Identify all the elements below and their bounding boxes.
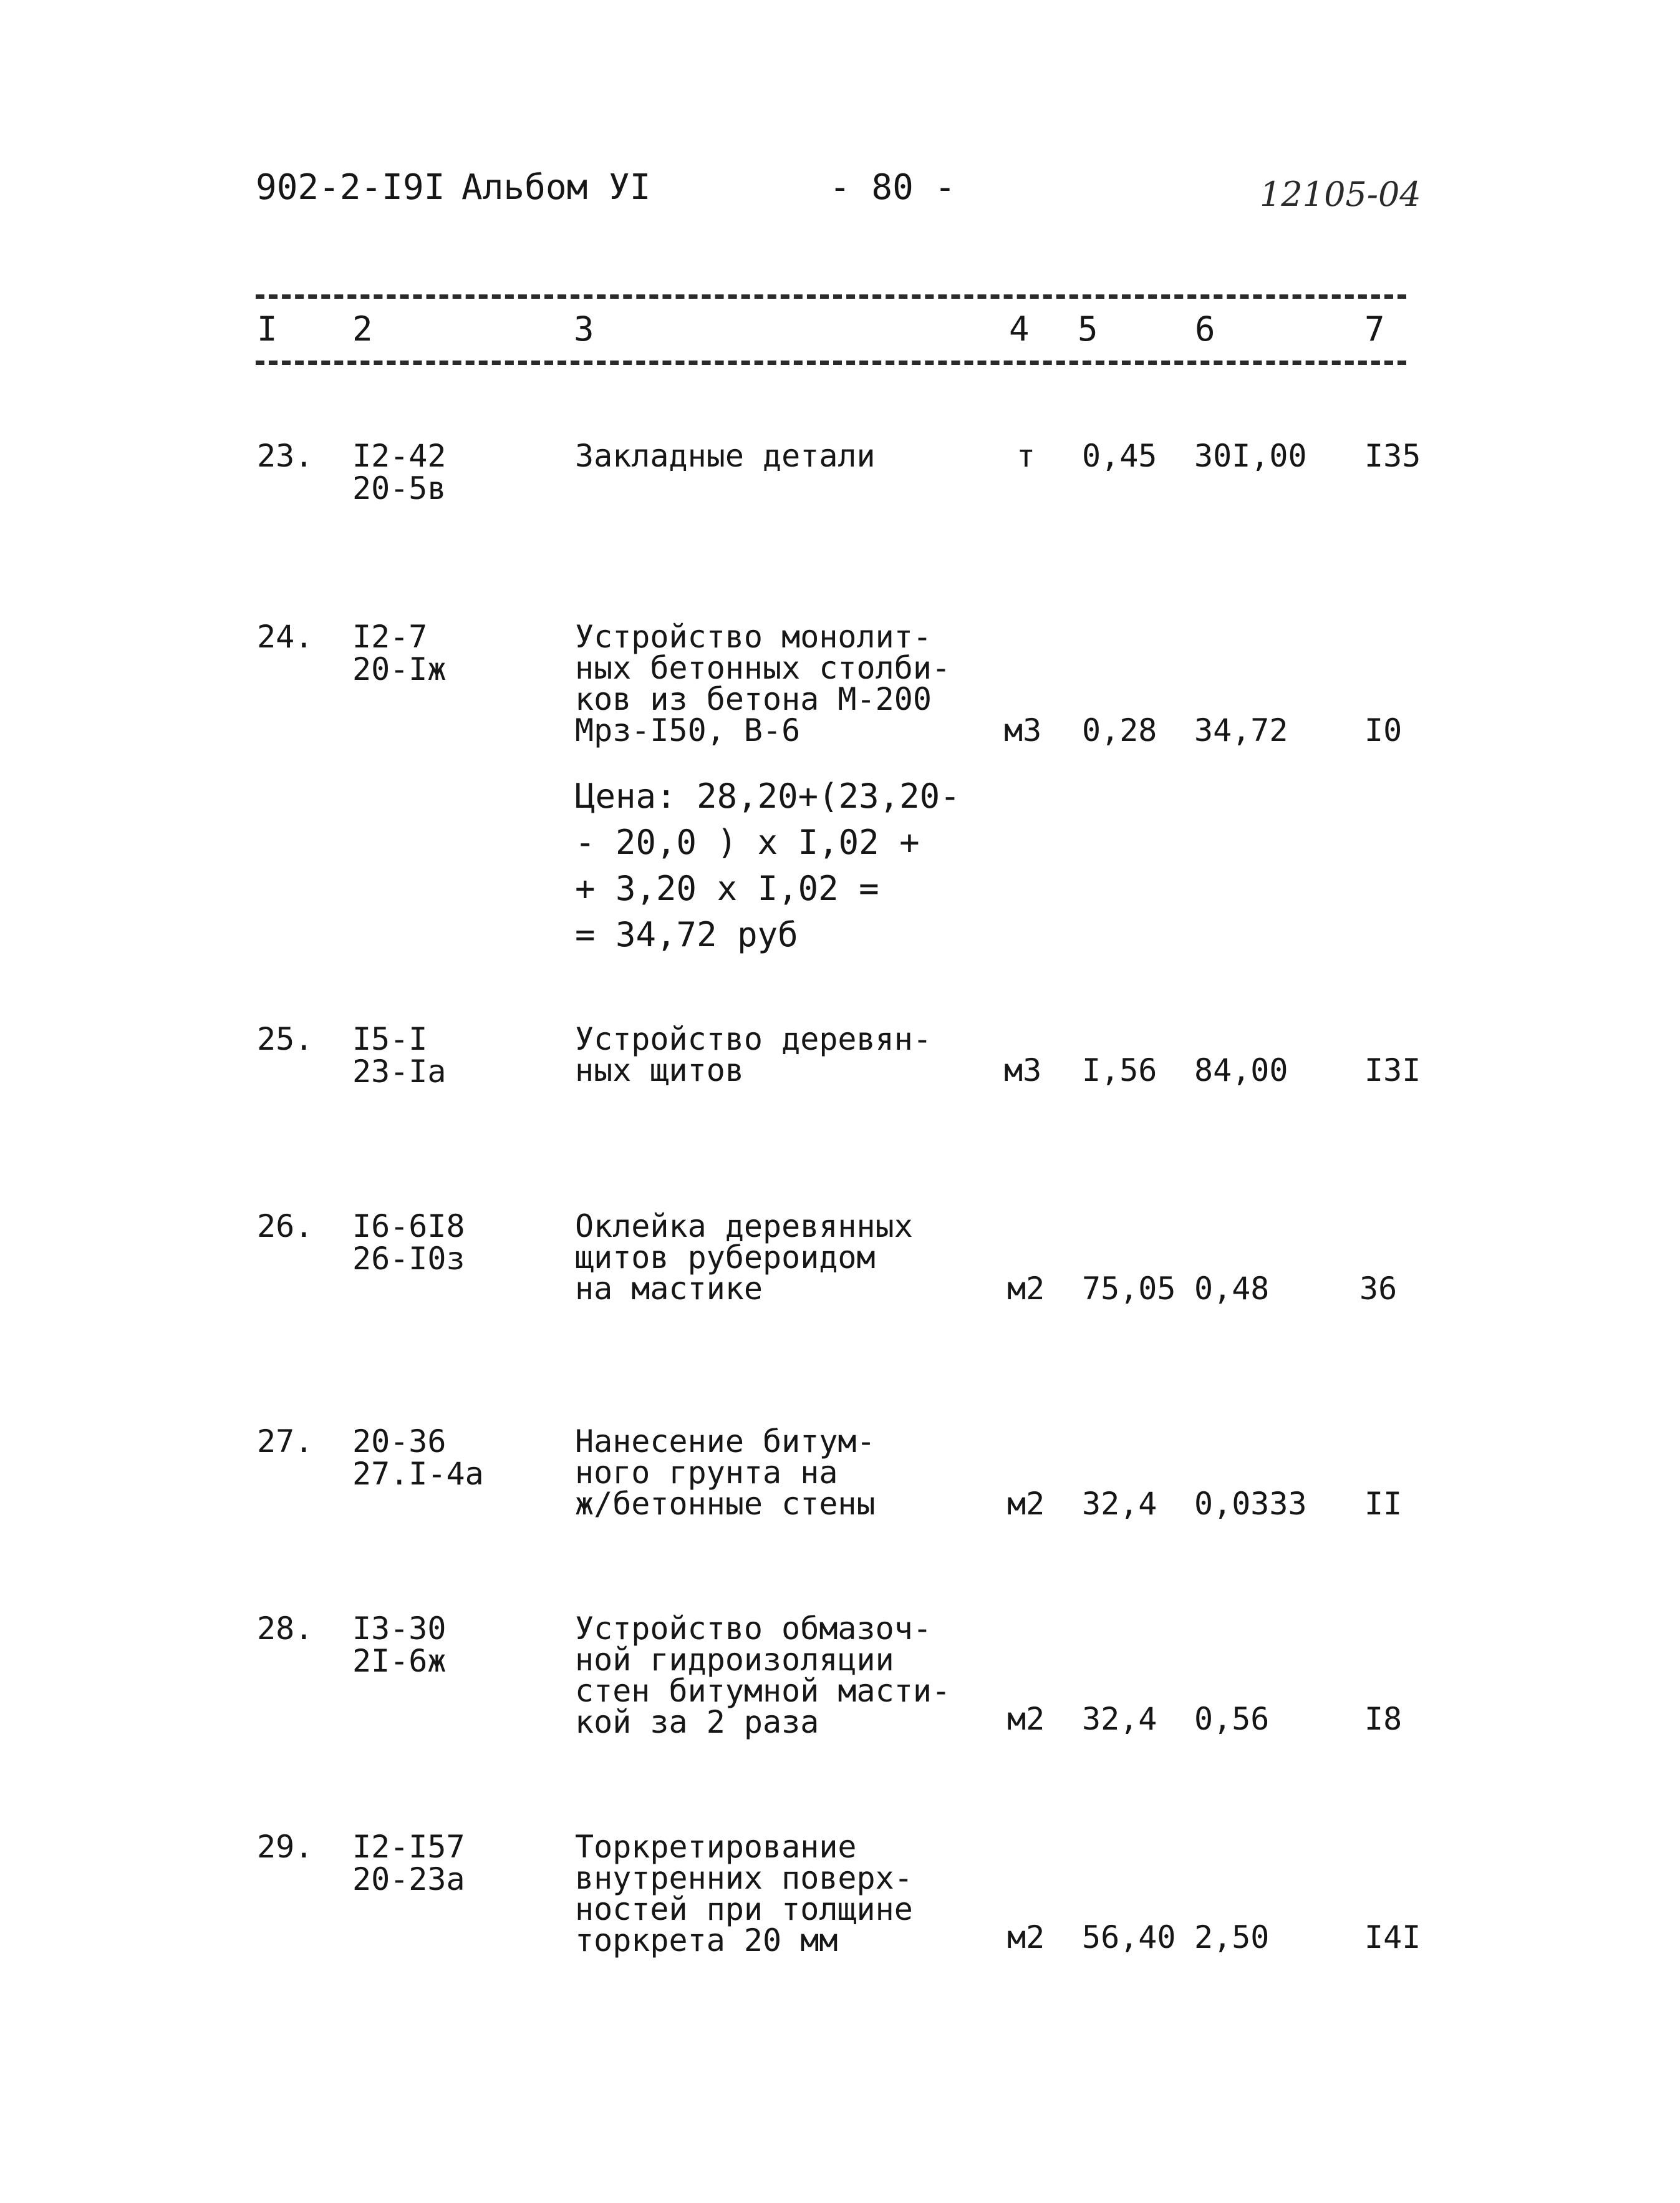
total-cost: 36 [1359, 1271, 1398, 1307]
price-formula-line: Цена: 28,20+(23,20- [575, 777, 960, 816]
quantity: 75,05 [1082, 1271, 1176, 1307]
total-cost: I4I [1364, 1919, 1421, 1955]
price-code: 20-Iж [352, 651, 447, 687]
unit-price: 34,72 [1194, 712, 1288, 748]
header-top-rule [256, 294, 1406, 299]
norm-code: I5-I [352, 1021, 428, 1057]
norm-code: 20-36 [352, 1423, 447, 1460]
unit: м3 [1004, 1052, 1042, 1088]
col-header-5: 5 [1078, 309, 1098, 349]
work-description-line: на мастике [575, 1271, 763, 1307]
norm-code: I3-30 [352, 1610, 447, 1647]
document-code: 902-2-I9I [256, 167, 445, 208]
price-code: 20-5в [352, 470, 447, 506]
row-number: 24. [257, 619, 314, 655]
work-description-line: Мрз-I50, В-6 [575, 712, 801, 748]
price-formula-line: + 3,20 х I,02 = [575, 869, 879, 908]
work-description-line: Устройство деревян- [575, 1021, 932, 1057]
col-header-7: 7 [1364, 309, 1385, 349]
price-formula-line: - 20,0 ) х I,02 + [575, 823, 920, 862]
price-code: 23-Iа [352, 1053, 447, 1090]
work-description-line: Устройство монолит- [575, 619, 932, 655]
work-description-line: ков из бетона М-200 [575, 681, 932, 717]
work-description-line: ных щитов [575, 1052, 744, 1088]
col-header-2: 2 [352, 309, 373, 349]
norm-code: I2-7 [352, 619, 428, 655]
unit: м2 [1007, 1271, 1045, 1307]
work-description-line: торкрета 20 мм [575, 1922, 838, 1958]
row-number: 26. [257, 1208, 314, 1244]
header-bottom-rule [256, 361, 1406, 365]
col-header-4: 4 [1009, 309, 1030, 349]
unit: м2 [1007, 1919, 1045, 1955]
work-description-line: кой за 2 раза [575, 1704, 819, 1740]
row-number: 29. [257, 1829, 314, 1865]
col-header-6: 6 [1195, 309, 1215, 349]
col-header-1: I [257, 309, 278, 349]
work-description-line: ных бетонных столби- [575, 650, 951, 686]
quantity: 0,45 [1082, 438, 1157, 474]
work-description-line: внутренних поверх- [575, 1860, 913, 1896]
quantity: 56,40 [1082, 1919, 1176, 1955]
work-description-line: щитов рубероидом [575, 1239, 876, 1276]
unit-price: 2,50 [1194, 1919, 1270, 1955]
handwritten-number: 12105-04 [1260, 175, 1421, 214]
norm-code: I2-42 [352, 438, 447, 474]
album-label: Альбом УI [461, 167, 651, 208]
quantity: 32,4 [1082, 1701, 1157, 1737]
work-description-line: Устройство обмазоч- [575, 1610, 932, 1647]
unit-price: 0,0333 [1194, 1486, 1307, 1522]
total-cost: II [1364, 1486, 1402, 1522]
work-description-line: Закладные детали [575, 438, 876, 474]
total-cost: I0 [1364, 712, 1402, 748]
price-code: 20-23а [352, 1861, 465, 1897]
quantity: 32,4 [1082, 1486, 1157, 1522]
price-code: 27.I-4а [352, 1456, 484, 1492]
norm-code: I6-6I8 [352, 1208, 465, 1244]
unit: т [1016, 438, 1036, 474]
unit: м2 [1007, 1486, 1045, 1522]
row-number: 23. [257, 438, 314, 474]
quantity: I,56 [1082, 1052, 1157, 1088]
price-code: 26-I0з [352, 1241, 465, 1277]
quantity: 0,28 [1082, 712, 1157, 748]
unit-price: 30I,00 [1194, 438, 1307, 474]
col-header-3: 3 [574, 309, 594, 349]
unit-price: 0,56 [1194, 1701, 1270, 1737]
price-formula-line: = 34,72 руб [575, 915, 798, 954]
work-description-line: ной гидроизоляции [575, 1642, 894, 1678]
unit-price: 0,48 [1194, 1271, 1270, 1307]
work-description-line: ж/бетонные стены [575, 1486, 876, 1522]
work-description-line: ностей при толщине [575, 1891, 913, 1927]
price-code: 2I-6ж [352, 1643, 447, 1679]
work-description-line: Нанесение битум- [575, 1423, 876, 1460]
work-description-line: стен битумной масти- [575, 1673, 951, 1709]
norm-code: I2-I57 [352, 1829, 465, 1865]
work-description-line: Оклейка деревянных [575, 1208, 913, 1244]
row-number: 28. [257, 1610, 314, 1647]
page-number: - 80 - [829, 167, 956, 208]
work-description-line: ного грунта на [575, 1455, 838, 1491]
total-cost: I3I [1364, 1052, 1421, 1088]
row-number: 25. [257, 1021, 314, 1057]
unit-price: 84,00 [1194, 1052, 1288, 1088]
row-number: 27. [257, 1423, 314, 1460]
work-description-line: Торкретирование [575, 1829, 857, 1865]
total-cost: I35 [1364, 438, 1421, 474]
unit: м2 [1007, 1701, 1045, 1737]
unit: м3 [1004, 712, 1042, 748]
total-cost: I8 [1364, 1701, 1402, 1737]
